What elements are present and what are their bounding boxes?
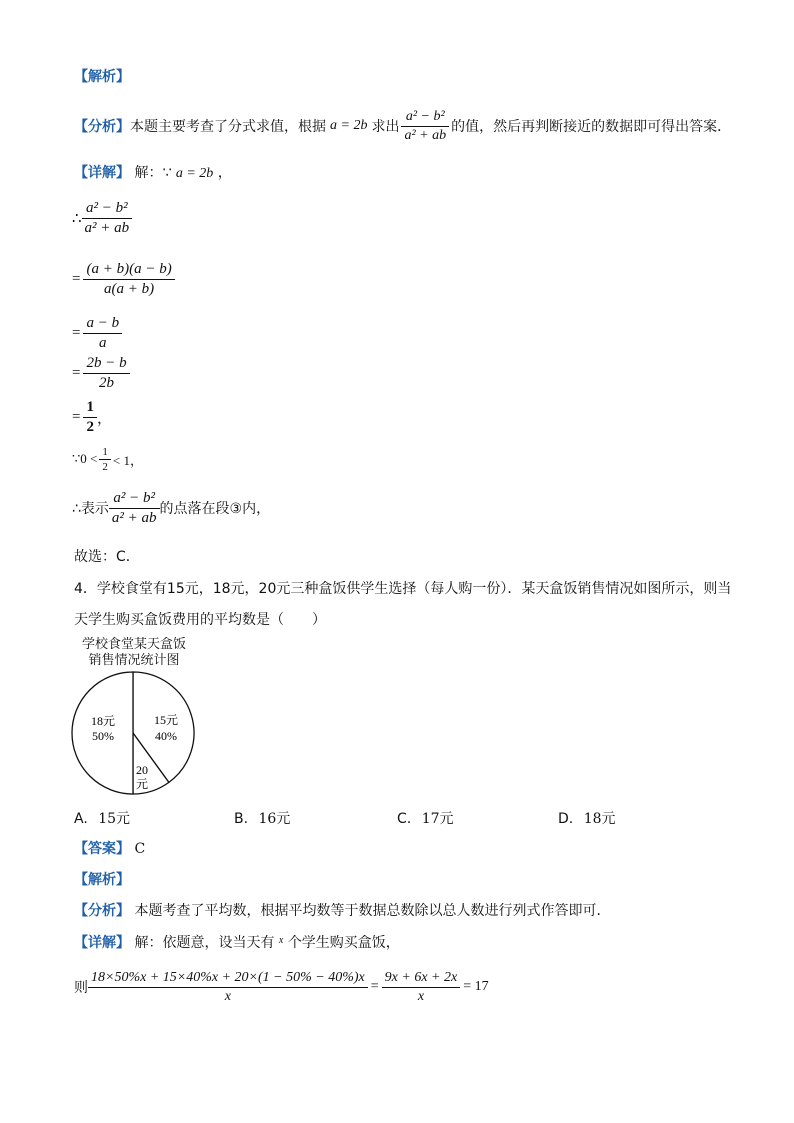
slice-label-20-number: 20 (136, 763, 148, 777)
option-text: 17元 (421, 811, 454, 827)
option-letter: D. (558, 811, 574, 827)
slice-percent-18: 50% (92, 729, 114, 743)
option-c (397, 808, 454, 828)
analysis-label: 【分析】 (74, 119, 130, 135)
slice-label-15: 15元 (153, 713, 179, 727)
fraction-numerator: 2b − b (86, 354, 127, 371)
pie-chart (70, 670, 200, 796)
detail-condition: a = 2b (175, 166, 214, 181)
step-1 (72, 196, 132, 240)
fraction-numerator: 1 (86, 398, 94, 415)
final-equation (74, 964, 489, 1010)
step-2-fraction (83, 261, 174, 298)
slice-label-18: 18元 (90, 714, 116, 728)
fraction-denominator: x (88, 987, 368, 1005)
fraction-denominator: a(a + b) (83, 279, 174, 298)
inequality-prefix: ∵0 < (72, 451, 98, 466)
equation-fraction-2 (382, 970, 461, 1005)
fraction-denominator: 2 (83, 417, 97, 436)
option-b (234, 808, 290, 828)
section-header-jiexi-2: 【解析】 (74, 872, 130, 888)
option-letter: A. (74, 811, 88, 827)
step-1-fraction (82, 200, 133, 237)
question-4-line-2: 天学生购买盒饭费用的平均数是（ ） (74, 612, 326, 628)
fraction-numerator: a² − b² (405, 108, 445, 124)
equals-symbol: = (370, 979, 379, 994)
question-4-line-1: 4．学校食堂有15元，18元，20元三种盒饭供学生选择（每人购一份）．某天盒饭销售情况如图所示，则当 (74, 581, 732, 597)
conclusion-suffix: 的点落在段③内， (159, 501, 271, 517)
detail-text-a: 解：依题意，设当天有 (134, 935, 275, 951)
answer-line (74, 838, 145, 858)
equation-prefix: 则 (74, 980, 88, 996)
analysis-condition: a = 2b (330, 118, 368, 133)
equation-fraction-1 (88, 970, 368, 1005)
chart-title (74, 637, 194, 669)
fraction-denominator: a (83, 333, 122, 352)
fraction-numerator: a − b (86, 314, 120, 331)
step-3 (72, 312, 122, 354)
equals-symbol: = (72, 364, 81, 381)
fraction-numerator: (a + b)(a − b) (86, 260, 172, 277)
fraction-denominator: a² + ab (401, 126, 449, 144)
option-a (74, 808, 130, 828)
equals-symbol: = (72, 324, 81, 341)
fraction-denominator: a² + ab (82, 218, 133, 237)
fraction-denominator: a² + ab (109, 508, 160, 527)
fraction-numerator: 9x + 6x + 2x (384, 969, 458, 985)
answer-value: C (134, 841, 146, 857)
answer-label: 【答案】 (74, 841, 130, 857)
detail-line-1 (74, 162, 232, 182)
detail-text: 解：∵ (134, 165, 172, 181)
equation-result: = 17 (463, 979, 489, 994)
option-text: 18元 (583, 811, 616, 827)
option-text: 16元 (258, 811, 291, 827)
fraction-numerator: 18×50%x + 15×40%x + 20×(1 − 50% − 40%)x (91, 969, 365, 985)
option-letter: B. (234, 811, 249, 827)
detail-line-2 (74, 932, 400, 952)
chart-title-line-1: 学校食堂某天盒饭 (81, 637, 186, 652)
step-5 (72, 396, 112, 438)
step-4-fraction (83, 355, 129, 392)
analysis-line-2 (74, 900, 610, 920)
analysis-text: 本题考查了平均数，根据平均数等于数据总数除以总人数进行列式作答即可． (134, 903, 611, 919)
step-2 (72, 256, 175, 302)
inequality-line (72, 444, 143, 474)
chart-title-line-2: 销售情况统计图 (88, 653, 180, 668)
fraction-denominator: 2 (99, 459, 111, 473)
equals-symbol: = (72, 408, 81, 425)
analysis-fraction (401, 109, 449, 144)
detail-label: 【详解】 (74, 935, 130, 951)
analysis-mid: 求出 (371, 119, 400, 135)
analysis-label: 【分析】 (74, 903, 130, 919)
step-5-tail: ， (96, 408, 112, 427)
fraction-denominator: 2b (83, 373, 129, 392)
conclusion-prefix: ∴表示 (72, 501, 109, 517)
fraction-numerator: a² − b² (113, 489, 156, 506)
choice-line-1: 故选：C． (74, 549, 140, 565)
detail-variable: x (278, 935, 284, 946)
analysis-suffix: 的值，然后再判断接近的数据即可得出答案． (451, 119, 732, 135)
conclusion-line (72, 486, 270, 530)
analysis-prefix: 本题主要考查了分式求值，根据 (130, 119, 326, 135)
fraction-numerator: a² − b² (86, 199, 128, 216)
option-d (558, 808, 616, 828)
slice-percent-15: 40% (155, 729, 177, 743)
option-text: 15元 (98, 811, 131, 827)
step-3-fraction (83, 315, 122, 352)
detail-tail: ， (217, 165, 232, 181)
inequality-fraction (99, 446, 111, 473)
conclusion-fraction (109, 490, 160, 527)
therefore-symbol: ∴ (72, 210, 82, 227)
fraction-denominator: x (382, 987, 461, 1005)
inequality-suffix: < 1， (112, 452, 143, 468)
section-header-jiexi: 【解析】 (74, 69, 130, 85)
equals-symbol: = (72, 270, 81, 287)
step-5-fraction (83, 399, 97, 436)
fraction-numerator: 1 (102, 445, 108, 458)
detail-label: 【详解】 (74, 165, 130, 181)
detail-text-b: 个学生购买盒饭， (287, 935, 400, 951)
step-4 (72, 352, 130, 394)
option-letter: C. (397, 811, 412, 827)
slice-label-20-unit: 元 (136, 777, 149, 791)
analysis-line-1 (74, 104, 731, 148)
